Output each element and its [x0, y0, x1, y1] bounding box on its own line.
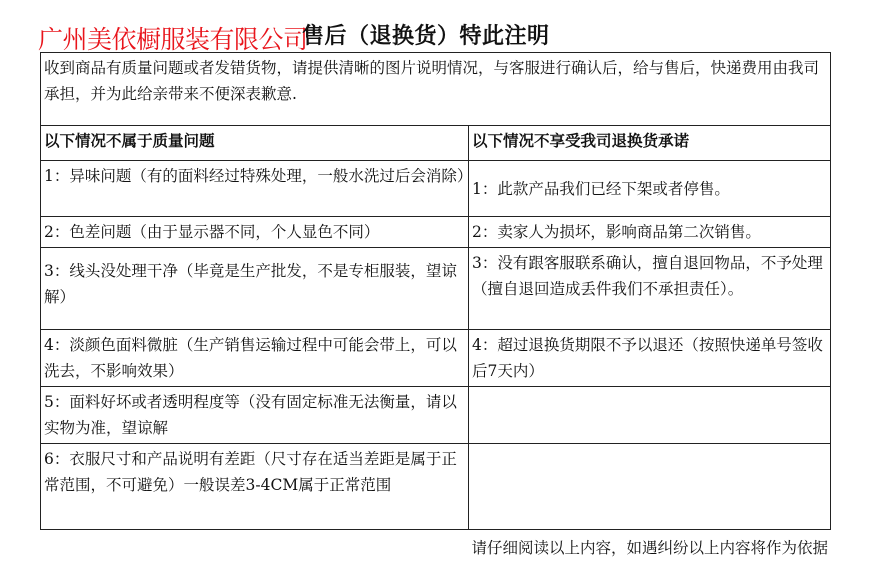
no-return-case-6	[469, 444, 831, 530]
no-return-case-5	[469, 387, 831, 444]
table-row	[41, 217, 831, 248]
table-row	[41, 248, 831, 330]
table-row	[41, 330, 831, 387]
intro-row	[41, 53, 831, 126]
footer-note: 请仔细阅读以上内容，如遇纠纷以上内容将作为依据	[471, 539, 828, 557]
no-return-case-3: 3：没有跟客服联系确认，擅自退回物品，不予处理（擅自退回造成丢件我们不承担责任）。	[469, 248, 831, 330]
table-row	[41, 161, 831, 217]
no-return-case-1: 1：此款产品我们已经下架或者停售。	[469, 161, 831, 217]
right-column-header: 以下情况不享受我司退换货承诺	[469, 126, 831, 161]
not-quality-issue-1: 1：异味问题（有的面料经过特殊处理，一般水洗过后会消除）	[41, 161, 469, 217]
not-quality-issue-3: 3：线头没处理干净（毕竟是生产批发，不是专柜服装，望谅解）	[41, 248, 469, 330]
not-quality-issue-4: 4：淡颜色面料微脏（生产销售运输过程中可能会带上，可以洗去，不影响效果）	[41, 330, 469, 387]
header-row	[41, 126, 831, 161]
intro-text: 收到商品有质量问题或者发错货物，请提供清晰的图片说明情况，与客服进行确认后，给与售后，快递费用由我司承担，并为此给亲带来不便深表歉意.	[41, 53, 831, 126]
table-row	[41, 387, 831, 444]
left-column-header: 以下情况不属于质量问题	[41, 126, 469, 161]
not-quality-issue-6: 6：衣服尺寸和产品说明有差距（尺寸存在适当差距是属于正常范围，不可避免）一般误差3-4CM属于正常范围	[41, 444, 469, 530]
no-return-case-4: 4：超过退换货期限不予以退还（按照快递单号签收后7天内）	[469, 330, 831, 387]
table-row	[41, 444, 831, 530]
company-name: 广州美依橱服装有限公司	[38, 25, 308, 54]
no-return-case-2: 2：卖家人为损坏，影响商品第二次销售。	[469, 217, 831, 248]
page-title: 售后（退换货）特此注明	[302, 24, 550, 49]
not-quality-issue-2: 2：色差问题（由于显示器不同，个人显色不同）	[41, 217, 469, 248]
not-quality-issue-5: 5：面料好坏或者透明程度等（没有固定标准无法衡量，请以实物为准，望谅解	[41, 387, 469, 444]
after-sales-policy-table	[40, 52, 831, 530]
